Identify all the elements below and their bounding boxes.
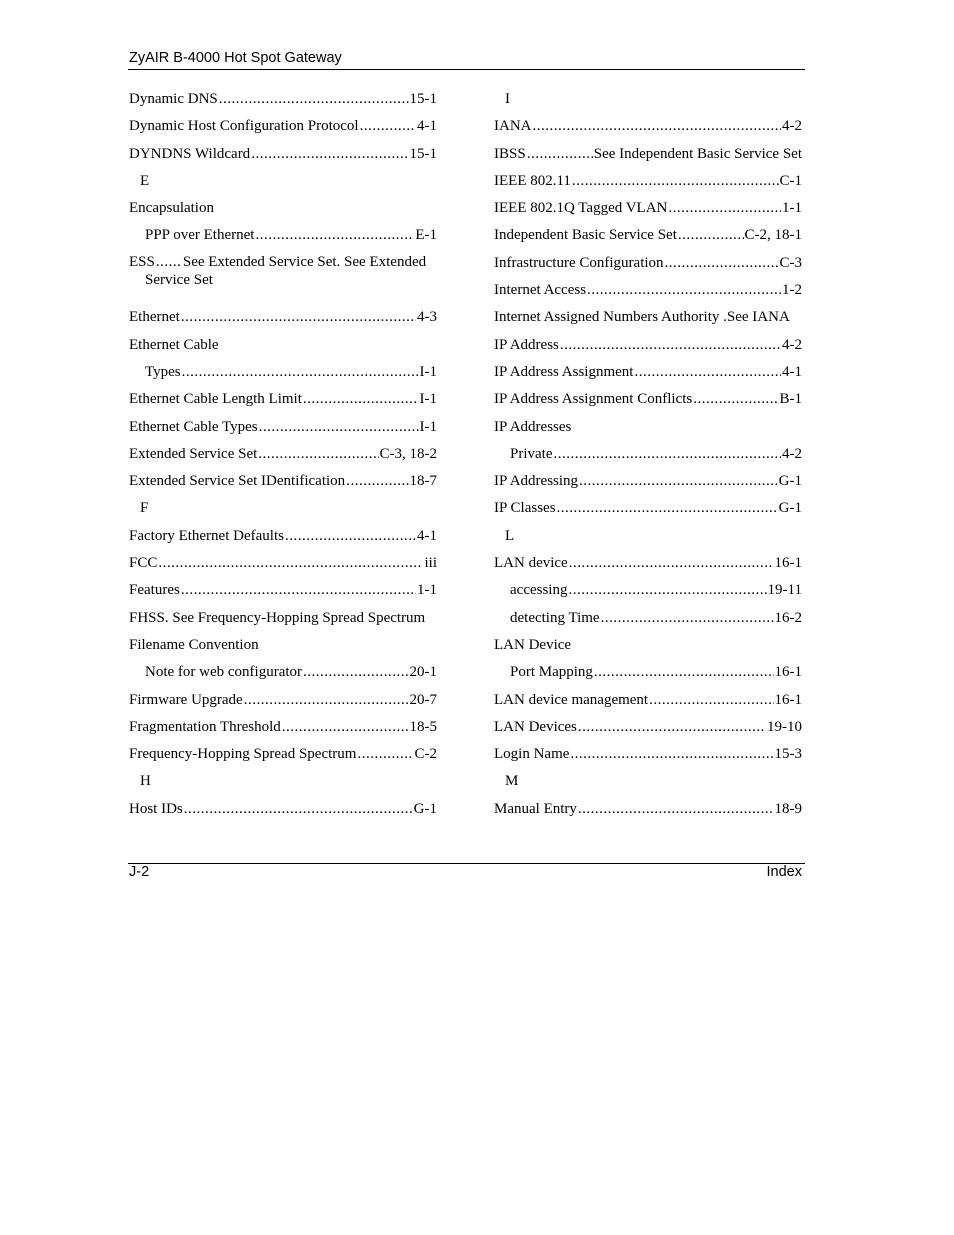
index-term: Internet Assigned Numbers Authority .See IANA xyxy=(494,309,790,326)
index-entry xyxy=(129,442,437,469)
index-term: IP Addressing xyxy=(494,473,579,490)
index-letter-heading xyxy=(494,87,802,114)
dot-leader xyxy=(259,415,419,439)
index-entry xyxy=(494,742,802,769)
index-term: LAN device xyxy=(494,555,568,572)
index-term: IANA xyxy=(494,118,532,135)
index-subentry xyxy=(494,578,802,605)
index-subentry xyxy=(129,660,437,687)
dot-leader xyxy=(665,251,779,275)
page-reference: C-2 xyxy=(414,746,437,763)
index-subentry xyxy=(494,606,802,633)
dot-leader xyxy=(285,524,416,548)
index-letter-heading xyxy=(129,169,437,196)
index-entry xyxy=(494,715,802,742)
page-reference: C-1 xyxy=(779,172,802,189)
index-entry xyxy=(494,360,802,387)
dot-leader xyxy=(258,442,378,466)
index-letter-heading xyxy=(129,769,437,796)
page-reference: 20-7 xyxy=(409,691,437,708)
page-reference: 19-11 xyxy=(767,582,802,599)
index-entry xyxy=(129,797,437,824)
index-column-left xyxy=(129,87,437,824)
page-reference: 18-5 xyxy=(409,718,437,735)
letter-text: F xyxy=(140,500,149,517)
index-term: Fragmentation Threshold xyxy=(129,718,281,735)
dot-leader xyxy=(360,114,416,138)
index-entry xyxy=(494,688,802,715)
index-term: Independent Basic Service Set xyxy=(494,227,677,244)
running-header-title: ZyAIR B-4000 Hot Spot Gateway xyxy=(129,50,342,66)
page-reference: iii xyxy=(424,555,437,572)
index-entry xyxy=(494,797,802,824)
page-reference: G-1 xyxy=(413,800,437,817)
page-reference: 16-2 xyxy=(774,609,802,626)
dot-leader xyxy=(634,360,781,384)
index-term: Dynamic DNS xyxy=(129,91,218,107)
index-term: IP Classes xyxy=(494,500,556,517)
dot-leader xyxy=(668,196,781,220)
page-reference: 15-1 xyxy=(409,91,437,107)
index-subentry xyxy=(129,223,437,250)
index-term: Extended Service Set xyxy=(129,445,258,462)
index-entry xyxy=(129,742,437,769)
index-term: LAN Device xyxy=(494,636,572,653)
page-reference: 4-3 xyxy=(417,309,437,326)
dot-leader xyxy=(219,87,409,111)
index-term: Note for web configurator xyxy=(145,664,303,681)
index-entry xyxy=(129,578,437,605)
index-subentry xyxy=(494,442,802,469)
dot-leader xyxy=(251,142,408,166)
dot-leader xyxy=(649,688,773,712)
dot-leader xyxy=(578,797,774,821)
dot-leader xyxy=(244,688,409,712)
page-reference: C-3, 18-2 xyxy=(379,445,437,462)
index-letter-heading xyxy=(129,496,437,523)
page-reference: 4-1 xyxy=(417,527,437,544)
letter-text: E xyxy=(140,172,150,189)
index-term: Encapsulation xyxy=(129,200,214,217)
see-reference: See Independent Basic Service Set xyxy=(593,145,802,162)
page-reference: 16-1 xyxy=(774,664,802,681)
index-entry xyxy=(129,87,437,114)
index-term: Dynamic Host Configuration Protocol xyxy=(129,118,359,135)
dot-leader xyxy=(572,169,779,193)
index-term: Ethernet Cable Types xyxy=(129,418,258,435)
page-reference: 15-1 xyxy=(409,145,437,162)
index-entry xyxy=(129,333,437,360)
page-reference: 4-2 xyxy=(782,118,802,135)
index-entry xyxy=(494,251,802,278)
index-entry xyxy=(494,169,802,196)
index-term: Ethernet xyxy=(129,309,180,326)
index-entry xyxy=(494,633,802,660)
index-entry xyxy=(129,469,437,496)
page-reference: G-1 xyxy=(778,500,802,517)
index-term: Infrastructure Configuration xyxy=(494,254,664,271)
index-entry xyxy=(494,305,802,332)
page-reference: 18-7 xyxy=(409,473,437,490)
dot-leader xyxy=(587,278,781,302)
dot-leader xyxy=(579,469,778,493)
index-term: Internet Access xyxy=(494,282,587,299)
index-term: Port Mapping xyxy=(510,664,593,681)
index-entry xyxy=(129,715,437,742)
index-term: IP Address Assignment Conflicts xyxy=(494,391,693,408)
page-reference: G-1 xyxy=(778,473,802,490)
index-entry xyxy=(129,606,437,633)
index-term: FHSS. See Frequency-Hopping Spread Spectrum xyxy=(129,609,426,626)
footer-page-number: J-2 xyxy=(129,864,150,880)
index-term: IBSS xyxy=(494,145,526,162)
index-term: Features xyxy=(129,582,180,599)
dot-leader xyxy=(527,142,593,166)
index-entry xyxy=(494,469,802,496)
page-reference: 15-3 xyxy=(774,746,802,763)
index-column-right xyxy=(494,87,802,824)
page-reference: 4-2 xyxy=(782,336,802,353)
index-term: Filename Convention xyxy=(129,636,259,653)
index-entry xyxy=(129,387,437,414)
index-term: IEEE 802.11 xyxy=(494,172,571,189)
dot-leader xyxy=(282,715,409,739)
page-reference: C-2, 18-1 xyxy=(744,227,802,244)
index-term: Factory Ethernet Defaults xyxy=(129,527,284,544)
index-term: Login Name xyxy=(494,746,570,763)
page-reference: 4-1 xyxy=(417,118,437,135)
index-term: Ethernet Cable Length Limit xyxy=(129,391,302,408)
page-reference: B-1 xyxy=(779,391,802,408)
index-entry xyxy=(494,196,802,223)
dot-leader xyxy=(557,496,778,520)
page-reference: I-1 xyxy=(419,363,437,380)
index-term: Manual Entry xyxy=(494,800,577,817)
index-subentry xyxy=(494,660,802,687)
index-entry xyxy=(494,333,802,360)
footer-section-name: Index xyxy=(766,864,802,880)
index-term: DYNDNS Wildcard xyxy=(129,145,251,162)
page-reference: 4-1 xyxy=(782,363,802,380)
index-term: Types xyxy=(145,363,181,380)
index-letter-heading xyxy=(494,524,802,551)
page-reference: I-1 xyxy=(419,418,437,435)
index-subentry xyxy=(129,360,437,387)
dot-leader xyxy=(182,360,419,384)
index-entry xyxy=(494,415,802,442)
dot-leader xyxy=(569,551,774,575)
index-term: IEEE 802.1Q Tagged VLAN xyxy=(494,200,668,217)
index-entry xyxy=(494,551,802,578)
index-entry xyxy=(494,278,802,305)
page-reference: 20-1 xyxy=(409,664,437,681)
page-reference: 1-2 xyxy=(782,282,802,299)
index-term: LAN Devices xyxy=(494,718,577,735)
index-entry xyxy=(129,524,437,551)
see-reference: See Extended Service Set. See Extended xyxy=(182,253,427,270)
header-rule xyxy=(128,69,805,70)
letter-text: H xyxy=(140,773,151,790)
index-entry xyxy=(129,633,437,660)
index-entry xyxy=(129,551,437,578)
page-reference: 16-1 xyxy=(774,691,802,708)
index-term: Extended Service Set IDentification xyxy=(129,473,346,490)
index-term: PPP over Ethernet xyxy=(145,227,255,244)
dot-leader xyxy=(158,551,423,575)
index-entry xyxy=(129,114,437,141)
index-entry xyxy=(129,415,437,442)
page-reference: E-1 xyxy=(415,227,437,244)
index-term: accessing xyxy=(510,582,568,599)
dot-leader xyxy=(184,797,413,821)
dot-leader xyxy=(578,715,766,739)
page-reference: 18-9 xyxy=(774,800,802,817)
index-term: IP Addresses xyxy=(494,418,572,435)
dot-leader xyxy=(601,606,774,630)
dot-leader xyxy=(181,578,416,602)
index-term: IP Address xyxy=(494,336,559,353)
dot-leader xyxy=(678,223,744,247)
footer-rule xyxy=(128,863,805,864)
dot-leader xyxy=(181,305,416,329)
dot-leader xyxy=(357,742,413,766)
page-reference: 1-1 xyxy=(417,582,437,599)
index-entry xyxy=(129,196,437,223)
see-reference-continued: Service Set xyxy=(145,271,213,288)
index-term: Ethernet Cable xyxy=(129,336,219,353)
index-term: detecting Time xyxy=(510,609,600,626)
index-entry xyxy=(129,305,437,332)
dot-leader xyxy=(560,333,781,357)
letter-text: M xyxy=(505,773,519,790)
index-entry xyxy=(129,251,437,306)
index-term: ESS xyxy=(129,253,155,270)
dot-leader xyxy=(303,660,408,684)
index-entry xyxy=(494,223,802,250)
dot-leader xyxy=(594,660,774,684)
letter-text: L xyxy=(505,527,515,544)
page-reference: 4-2 xyxy=(782,445,802,462)
page-reference: 1-1 xyxy=(782,200,802,217)
letter-text: I xyxy=(505,91,510,107)
index-entry xyxy=(129,142,437,169)
index-term: Private xyxy=(510,445,553,462)
dot-leader xyxy=(533,114,782,138)
page-reference: 19-10 xyxy=(767,718,802,735)
index-term: IP Address Assignment xyxy=(494,363,634,380)
dot-leader xyxy=(303,387,419,411)
index-entry xyxy=(494,114,802,141)
dot-leader xyxy=(255,223,414,247)
index-term: Frequency-Hopping Spread Spectrum xyxy=(129,746,357,763)
index-letter-heading xyxy=(494,769,802,796)
page-reference: 16-1 xyxy=(774,555,802,572)
index-entry xyxy=(494,142,802,169)
index-term: LAN device management xyxy=(494,691,649,708)
index-term: FCC xyxy=(129,555,158,572)
dot-leader xyxy=(568,578,766,602)
index-term: Host IDs xyxy=(129,800,183,817)
dot-leader xyxy=(156,253,182,271)
dot-leader xyxy=(554,442,782,466)
page-reference: I-1 xyxy=(419,391,437,408)
page-reference: C-3 xyxy=(779,254,802,271)
dot-leader xyxy=(693,387,778,411)
index-term: Firmware Upgrade xyxy=(129,691,243,708)
index-entry xyxy=(129,688,437,715)
index-entry xyxy=(494,496,802,523)
dot-leader xyxy=(570,742,773,766)
dot-leader xyxy=(346,469,408,493)
index-entry xyxy=(494,387,802,414)
